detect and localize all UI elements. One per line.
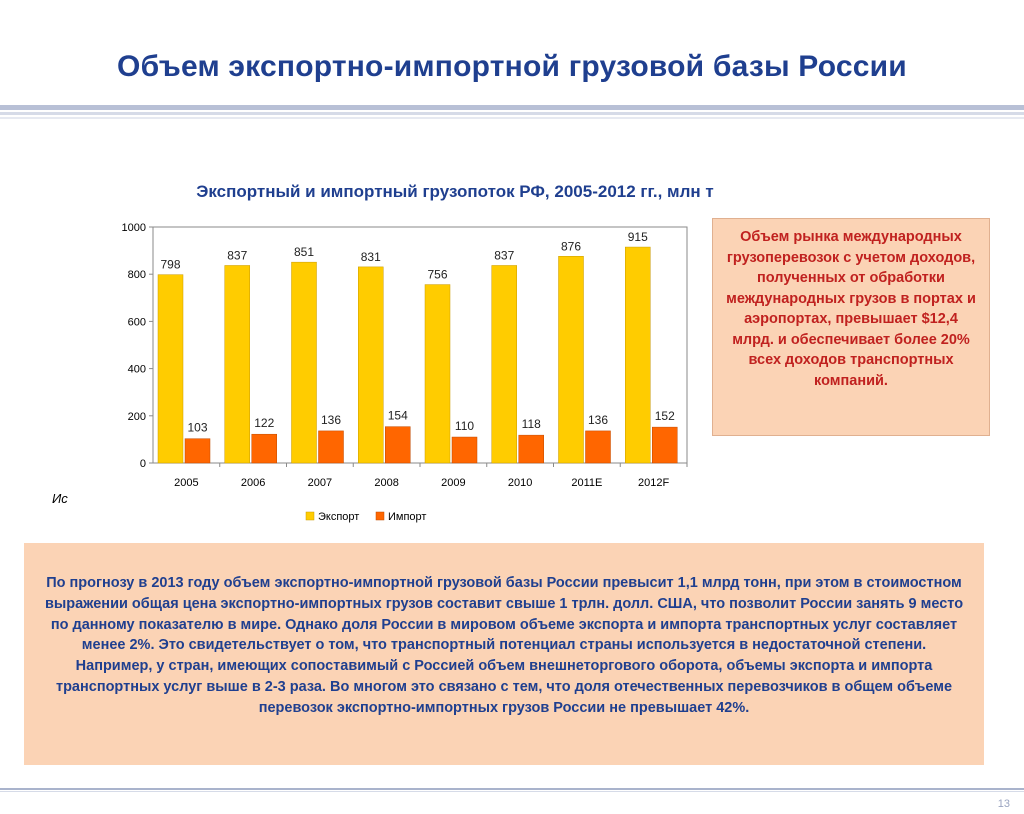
y-tick-label: 0	[139, 458, 146, 470]
forecast-summary-box	[24, 543, 984, 765]
legend-label-export: Экспорт	[318, 511, 360, 523]
export-value-label: 915	[627, 230, 648, 245]
import-value-label: 103	[187, 420, 208, 435]
import-bar	[385, 427, 410, 463]
footer-divider	[0, 788, 1024, 792]
export-bar	[358, 267, 383, 463]
chart-title: Экспортный и импортный грузопоток РФ, 2005-2012 гг., млн т	[196, 182, 714, 201]
x-tick-label: 2007	[307, 477, 333, 489]
legend-label-import: Импорт	[388, 511, 427, 523]
slide-title: Объем экспортно-импортной грузовой базы России	[117, 50, 907, 83]
import-bar	[452, 437, 477, 463]
import-bar	[252, 434, 277, 463]
y-tick-label: 200	[127, 410, 146, 423]
import-value-label: 110	[454, 419, 475, 434]
source-note: Ис	[52, 491, 68, 506]
export-value-label: 798	[160, 257, 181, 272]
title-divider	[0, 105, 1024, 121]
legend-swatch-export	[306, 512, 314, 520]
market-volume-text: Объем рынка международных грузоперевозок с учетом доходов, полученных от обработки международных грузов в портах и аэропортах, превышает $12,4 млрд. и обеспечивает более 20% всех доходов транспортных компаний.	[726, 229, 976, 389]
x-tick-label: 2008	[374, 477, 399, 489]
legend-swatch-import	[376, 512, 384, 520]
x-tick-label: 2005	[174, 477, 199, 489]
forecast-summary-text: По прогнозу в 2013 году объем экспортно-импортной грузовой базы России превысит 1,1 млрд тонн, при этом в стоимостном выражении общая цена экспортно-импортных грузов составит свыше 1 трлн. долл. США, что позволит России занять 9 место по данному показателю в мире. Однако доля России в мировом объеме экспорта и импорта транспортных услуг составляет менее 2%. Это свидетельствует о том, что транспортный потенциал страны используется в недостаточной степени. Например, у стран, имеющих сопоставимый с Россией объем внешнеторгового оборота, объемы экспорта и импорта транспортных услуг выше в 2-3 раза. Во многом это связано с тем, что доля отечественных перевозчиков в общем объеме перевозок экспортно-импортных грузов России не превышает 42%.	[44, 575, 964, 716]
x-tick-label: 2006	[240, 477, 266, 489]
export-bar	[492, 265, 517, 463]
import-bar	[319, 431, 344, 463]
x-tick-label: 2011E	[571, 477, 603, 489]
y-tick-label: 1000	[121, 222, 146, 234]
y-tick-label: 400	[127, 363, 146, 376]
export-value-label: 831	[360, 249, 381, 264]
page-number: 13	[997, 798, 1010, 810]
export-bar	[559, 256, 584, 463]
export-bar	[225, 265, 250, 463]
import-bar	[652, 427, 677, 463]
export-value-label: 851	[293, 245, 315, 260]
export-bar	[292, 262, 317, 463]
export-value-label: 756	[427, 267, 448, 282]
import-value-label: 154	[387, 408, 408, 423]
import-value-label: 152	[654, 409, 675, 424]
y-tick-label: 800	[127, 269, 146, 282]
import-value-label: 122	[254, 416, 275, 431]
x-tick-label: 2010	[507, 477, 533, 489]
export-import-bar-chart	[100, 212, 700, 532]
import-value-label: 136	[587, 412, 609, 427]
market-volume-callout	[712, 218, 990, 436]
import-bar	[185, 439, 210, 463]
export-value-label: 837	[494, 248, 515, 263]
import-bar	[519, 435, 544, 463]
export-bar	[158, 275, 183, 463]
import-value-label: 118	[521, 417, 541, 432]
export-bar	[625, 247, 650, 463]
import-value-label: 136	[320, 412, 342, 427]
x-tick-label: 2012F	[638, 477, 670, 489]
export-value-label: 876	[560, 239, 582, 254]
import-bar	[586, 431, 611, 463]
export-bar	[425, 285, 450, 463]
export-value-label: 837	[227, 248, 248, 263]
y-tick-label: 600	[127, 316, 146, 329]
x-tick-label: 2009	[441, 477, 466, 489]
